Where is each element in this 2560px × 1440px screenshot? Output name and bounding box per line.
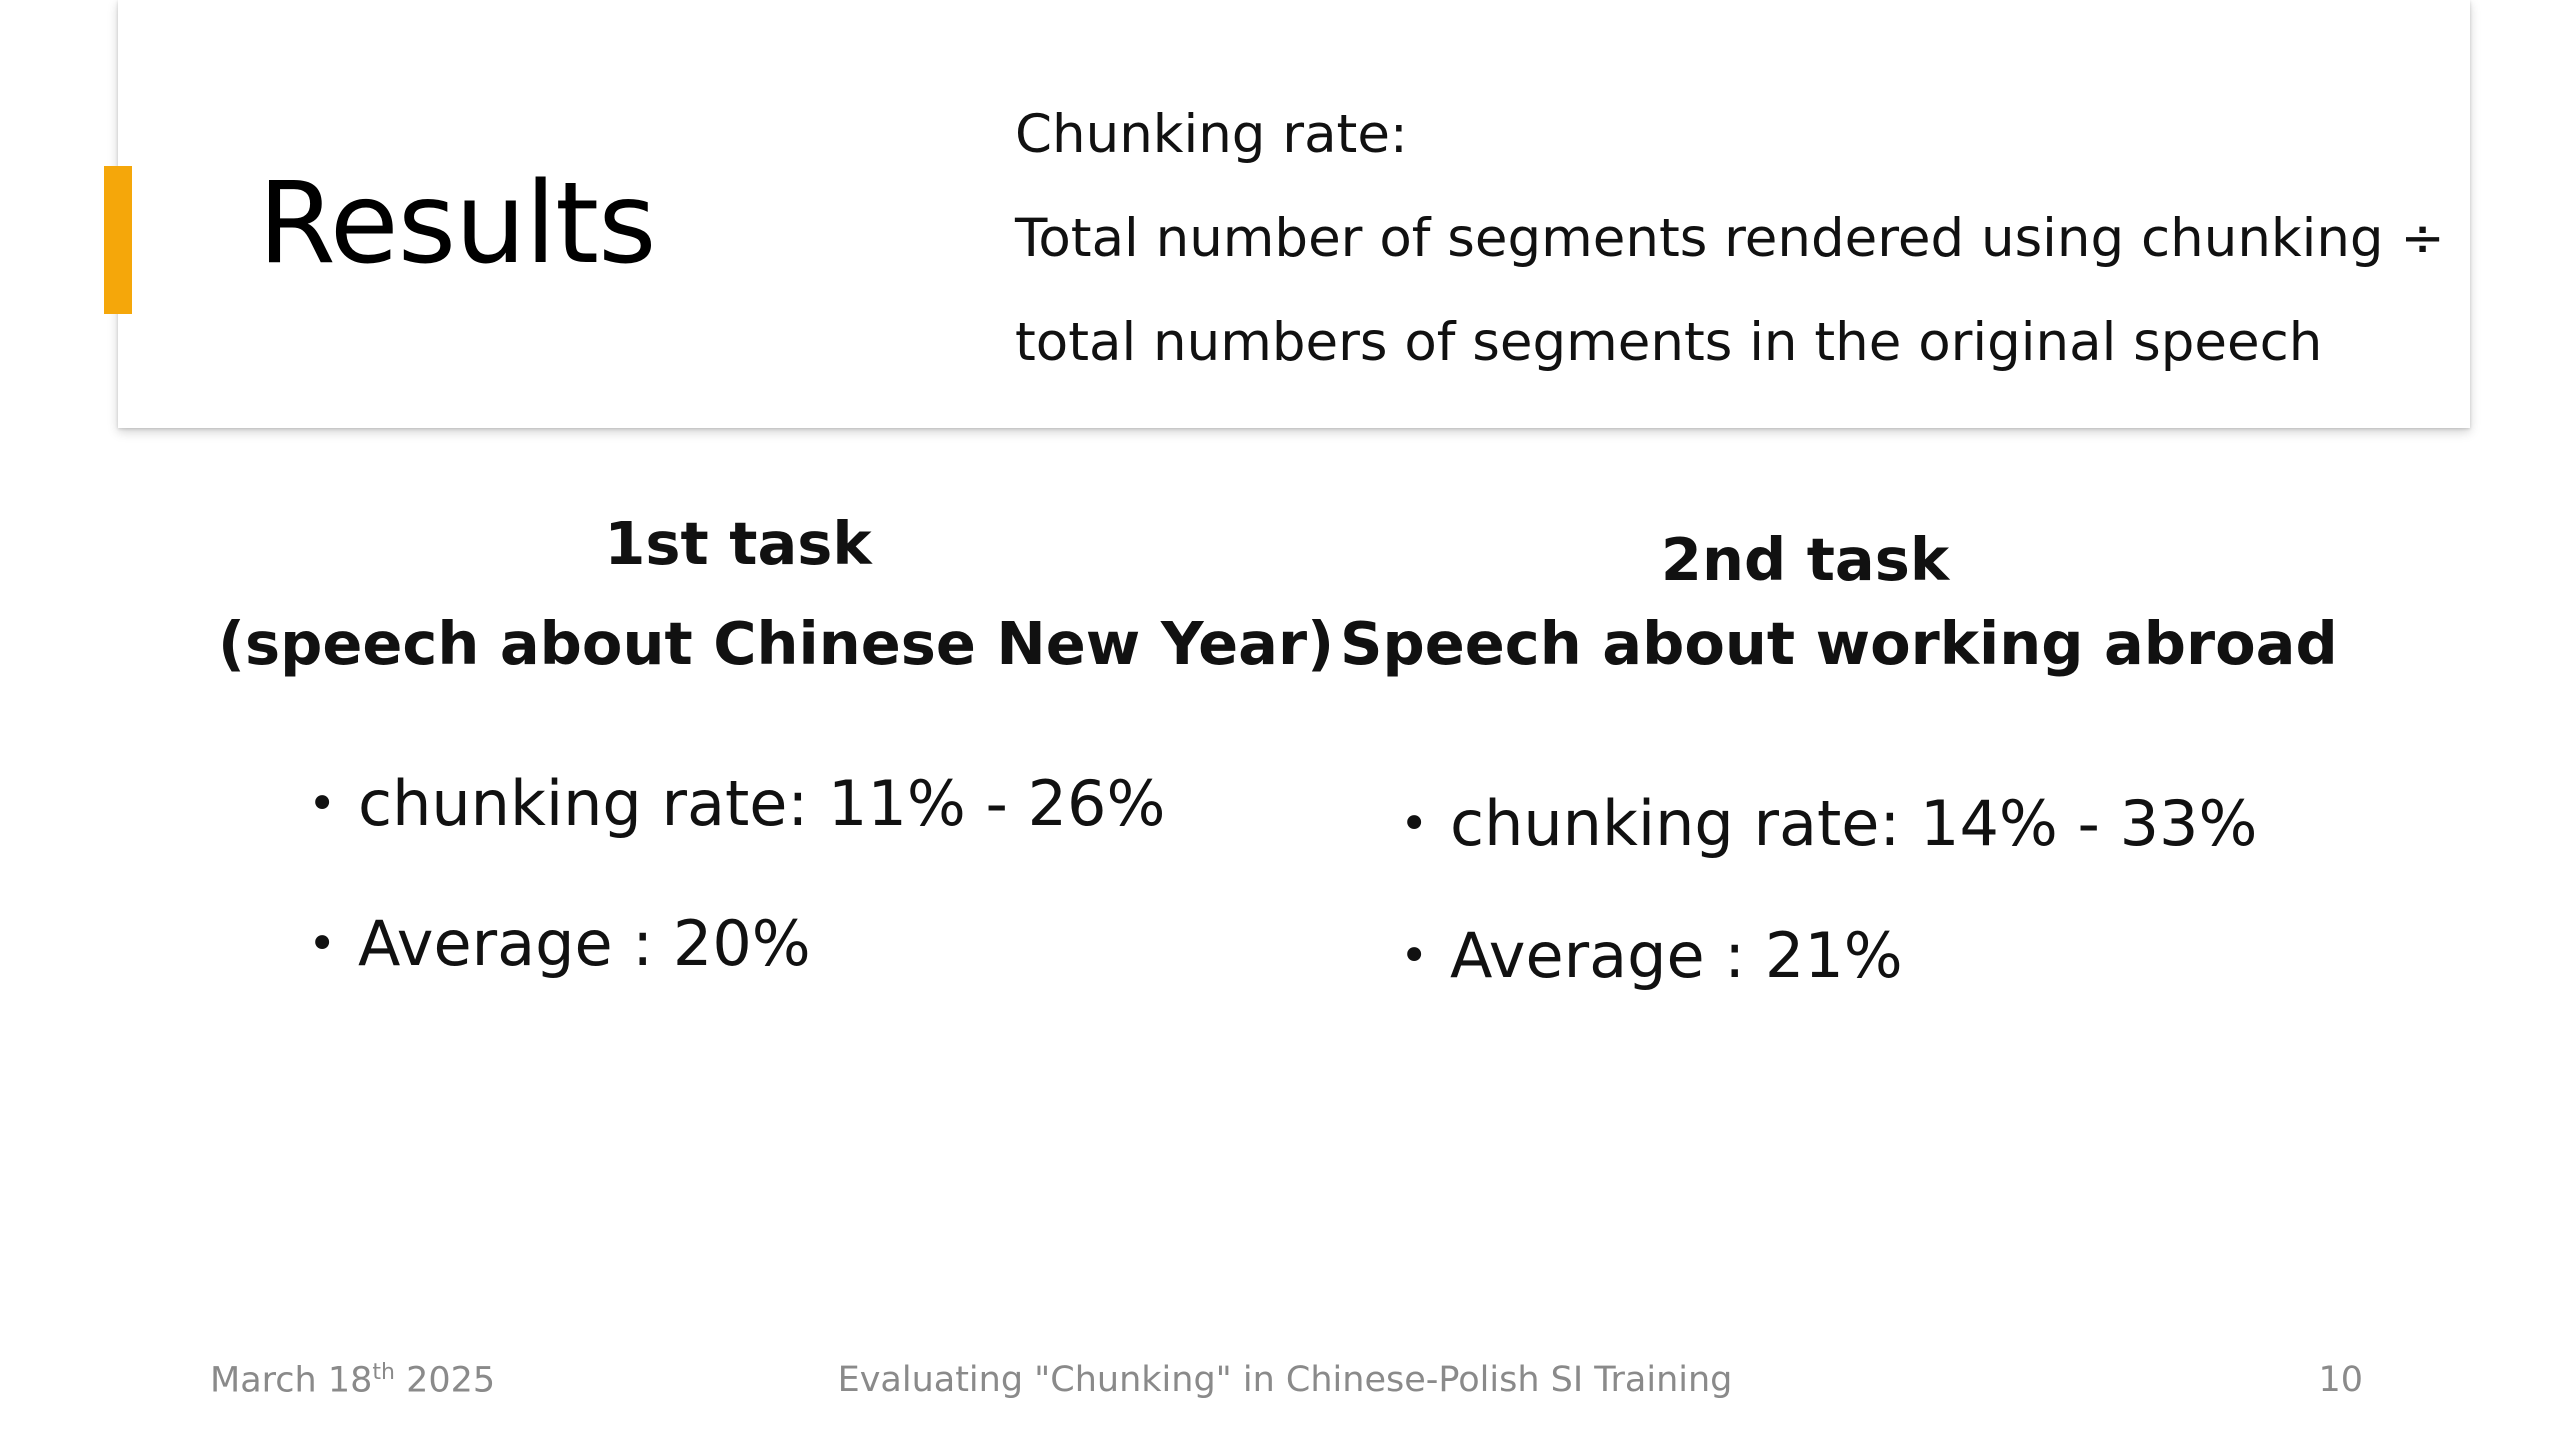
footer-date-ordinal: th	[372, 1360, 395, 1385]
task-1-subheading: (speech about Chinese New Year)	[218, 609, 1335, 678]
bullet-icon: •	[1400, 928, 1429, 984]
footer-presentation-title: Evaluating "Chunking" in Chinese-Polish SI Training	[837, 1360, 1733, 1400]
task-1-bullets	[308, 766, 1165, 1046]
task-2-bullets	[1400, 786, 2257, 1050]
task-2-chunking-rate: chunking rate: 14% - 33%	[1450, 787, 2258, 860]
list-item	[308, 906, 1165, 1046]
task-1-column	[218, 506, 1335, 682]
task-2-heading: 2nd task	[1660, 525, 1950, 594]
footer-date-month-day: March 18	[210, 1360, 373, 1401]
list-item	[1400, 918, 2257, 1050]
bullet-icon: •	[308, 776, 337, 832]
accent-bar	[104, 166, 132, 314]
bullet-icon: •	[308, 916, 337, 972]
task-2-average: Average : 21%	[1450, 919, 1903, 992]
definition-label: Chunking rate:	[1015, 104, 1408, 165]
task-1-heading: 1st task	[604, 509, 872, 578]
chunking-rate-definition	[1015, 102, 2445, 414]
bullet-icon: •	[1400, 796, 1429, 852]
list-item	[308, 766, 1165, 906]
definition-formula-denominator: total numbers of segments in the original speech	[1015, 312, 2323, 373]
slide-title: Results	[258, 159, 656, 289]
list-item	[1400, 786, 2257, 918]
task-2-subheading: Speech about working abroad	[1340, 609, 2338, 678]
footer-date-year: 2025	[394, 1360, 496, 1401]
definition-formula-numerator: Total number of segments rendered using chunking ÷	[1015, 208, 2445, 269]
slide-number: 10	[2318, 1360, 2363, 1400]
task-2-column	[1340, 522, 2338, 682]
task-1-average: Average : 20%	[358, 907, 811, 980]
task-1-chunking-rate: chunking rate: 11% - 26%	[358, 767, 1166, 840]
